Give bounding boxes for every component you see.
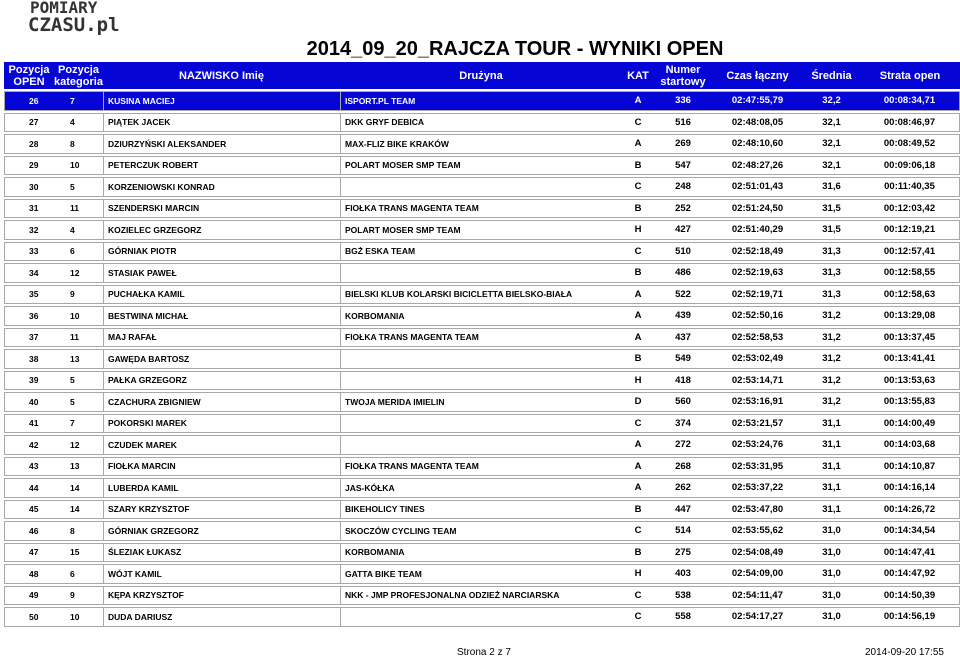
table-row [4, 371, 960, 391]
cell-team: BGŻ ESKA TEAM [340, 242, 622, 262]
col-header-number: Numer startowy [654, 62, 712, 89]
results-table [4, 60, 960, 629]
cell-start-number: 522 [654, 285, 712, 305]
cell-category: B [622, 263, 654, 283]
cell-team [340, 263, 622, 283]
cell-total-time: 02:48:10,60 [712, 134, 803, 154]
cell-category: B [622, 156, 654, 176]
cell-total-time: 02:54:17,27 [712, 607, 803, 627]
cell-position-open: 43 [4, 457, 54, 477]
col-header-team: Drużyna [340, 62, 622, 89]
cell-total-time: 02:51:40,29 [712, 220, 803, 240]
cell-name: GÓRNIAK PIOTR [103, 242, 340, 262]
cell-position-open: 40 [4, 392, 54, 412]
cell-average-speed: 32,2 [803, 91, 860, 111]
cell-position-open: 32 [4, 220, 54, 240]
cell-average-speed: 31,2 [803, 392, 860, 412]
cell-total-time: 02:53:14,71 [712, 371, 803, 391]
cell-start-number: 252 [654, 199, 712, 219]
cell-category: C [622, 607, 654, 627]
cell-time-loss: 00:14:26,72 [860, 500, 960, 520]
cell-position-category: 13 [54, 349, 103, 369]
cell-position-category: 14 [54, 478, 103, 498]
cell-average-speed: 31,1 [803, 435, 860, 455]
cell-name: PIĄTEK JACEK [103, 113, 340, 133]
table-row [4, 285, 960, 305]
table-row [4, 156, 960, 176]
table-row [4, 521, 960, 541]
cell-average-speed: 31,2 [803, 306, 860, 326]
cell-average-speed: 31,2 [803, 349, 860, 369]
cell-name: POKORSKI MAREK [103, 414, 340, 434]
cell-total-time: 02:53:31,95 [712, 457, 803, 477]
cell-name: MAJ RAFAŁ [103, 328, 340, 348]
cell-position-open: 38 [4, 349, 54, 369]
cell-name: GAWĘDA BARTOSZ [103, 349, 340, 369]
cell-start-number: 269 [654, 134, 712, 154]
cell-name: BESTWINA MICHAŁ [103, 306, 340, 326]
cell-start-number: 403 [654, 564, 712, 584]
cell-name: LUBERDA KAMIL [103, 478, 340, 498]
cell-position-category: 8 [54, 521, 103, 541]
cell-position-category: 5 [54, 392, 103, 412]
col-header-time: Czas łączny [712, 62, 803, 89]
table-row [4, 91, 960, 111]
cell-name: KOZIELEC GRZEGORZ [103, 220, 340, 240]
cell-name: WÓJT KAMIL [103, 564, 340, 584]
cell-total-time: 02:53:47,80 [712, 500, 803, 520]
cell-total-time: 02:52:19,63 [712, 263, 803, 283]
cell-start-number: 275 [654, 543, 712, 563]
cell-name: GÓRNIAK GRZEGORZ [103, 521, 340, 541]
cell-average-speed: 31,1 [803, 500, 860, 520]
cell-time-loss: 00:14:00,49 [860, 414, 960, 434]
cell-category: A [622, 91, 654, 111]
cell-position-category: 6 [54, 242, 103, 262]
cell-total-time: 02:52:50,16 [712, 306, 803, 326]
cell-position-open: 29 [4, 156, 54, 176]
cell-category: D [622, 392, 654, 412]
cell-team: FIOŁKA TRANS MAGENTA TEAM [340, 328, 622, 348]
cell-category: B [622, 199, 654, 219]
table-row [4, 500, 960, 520]
cell-position-open: 41 [4, 414, 54, 434]
cell-team [340, 435, 622, 455]
cell-position-category: 11 [54, 199, 103, 219]
table-row [4, 263, 960, 283]
table-row [4, 349, 960, 369]
col-header-kat: KAT [622, 62, 654, 89]
cell-name: SZARY KRZYSZTOF [103, 500, 340, 520]
col-header-name: NAZWISKO Imię [103, 62, 340, 89]
cell-position-category: 5 [54, 371, 103, 391]
cell-time-loss: 00:13:29,08 [860, 306, 960, 326]
cell-category: C [622, 586, 654, 606]
cell-time-loss: 00:13:53,63 [860, 371, 960, 391]
cell-name: KUSINA MACIEJ [103, 91, 340, 111]
cell-average-speed: 31,0 [803, 564, 860, 584]
cell-time-loss: 00:12:58,63 [860, 285, 960, 305]
cell-name: STASIAK PAWEŁ [103, 263, 340, 283]
cell-position-open: 28 [4, 134, 54, 154]
logo-line1: POMIARY [30, 0, 98, 17]
cell-time-loss: 00:09:06,18 [860, 156, 960, 176]
cell-average-speed: 32,1 [803, 156, 860, 176]
page-indicator: Strona 2 z 7 [457, 647, 511, 658]
cell-team: BIELSKI KLUB KOLARSKI BICICLETTA BIELSKO-BIAŁA [340, 285, 622, 305]
table-row [4, 113, 960, 133]
table-row [4, 220, 960, 240]
cell-average-speed: 31,3 [803, 242, 860, 262]
cell-category: C [622, 521, 654, 541]
cell-name: SZENDERSKI MARCIN [103, 199, 340, 219]
cell-total-time: 02:48:27,26 [712, 156, 803, 176]
cell-category: B [622, 500, 654, 520]
cell-category: B [622, 349, 654, 369]
cell-time-loss: 00:12:03,42 [860, 199, 960, 219]
cell-category: B [622, 543, 654, 563]
cell-team: DKK GRYF DEBICA [340, 113, 622, 133]
cell-position-category: 10 [54, 306, 103, 326]
cell-total-time: 02:52:18,49 [712, 242, 803, 262]
table-row [4, 543, 960, 563]
cell-average-speed: 31,2 [803, 328, 860, 348]
cell-average-speed: 31,1 [803, 414, 860, 434]
cell-total-time: 02:53:02,49 [712, 349, 803, 369]
cell-position-open: 30 [4, 177, 54, 197]
cell-category: C [622, 242, 654, 262]
cell-name: PETERCZUK ROBERT [103, 156, 340, 176]
cell-position-category: 10 [54, 156, 103, 176]
table-row [4, 134, 960, 154]
cell-name: KORZENIOWSKI KONRAD [103, 177, 340, 197]
cell-team: JAS-KÓŁKA [340, 478, 622, 498]
cell-average-speed: 31,3 [803, 285, 860, 305]
cell-start-number: 510 [654, 242, 712, 262]
cell-name: PAŁKA GRZEGORZ [103, 371, 340, 391]
col-header-open: Pozycja OPEN [4, 62, 54, 89]
cell-category: H [622, 220, 654, 240]
cell-time-loss: 00:08:46,97 [860, 113, 960, 133]
cell-start-number: 447 [654, 500, 712, 520]
cell-team [340, 177, 622, 197]
cell-time-loss: 00:12:58,55 [860, 263, 960, 283]
cell-position-open: 33 [4, 242, 54, 262]
cell-start-number: 516 [654, 113, 712, 133]
cell-average-speed: 31,0 [803, 543, 860, 563]
cell-position-category: 9 [54, 285, 103, 305]
cell-total-time: 02:48:08,05 [712, 113, 803, 133]
cell-name: DZIURZYŃSKI ALEKSANDER [103, 134, 340, 154]
cell-time-loss: 00:11:40,35 [860, 177, 960, 197]
table-row [4, 435, 960, 455]
cell-team: FIOŁKA TRANS MAGENTA TEAM [340, 457, 622, 477]
cell-total-time: 02:52:19,71 [712, 285, 803, 305]
cell-team: ISPORT.PL TEAM [340, 91, 622, 111]
cell-average-speed: 31,5 [803, 220, 860, 240]
cell-start-number: 547 [654, 156, 712, 176]
cell-time-loss: 00:12:57,41 [860, 242, 960, 262]
cell-time-loss: 00:08:34,71 [860, 91, 960, 111]
cell-average-speed: 31,0 [803, 586, 860, 606]
cell-category: A [622, 306, 654, 326]
cell-time-loss: 00:08:49,52 [860, 134, 960, 154]
cell-time-loss: 00:14:56,19 [860, 607, 960, 627]
cell-category: A [622, 134, 654, 154]
cell-average-speed: 31,1 [803, 478, 860, 498]
cell-time-loss: 00:14:47,41 [860, 543, 960, 563]
table-row [4, 199, 960, 219]
cell-start-number: 272 [654, 435, 712, 455]
cell-total-time: 02:53:21,57 [712, 414, 803, 434]
cell-time-loss: 00:14:47,92 [860, 564, 960, 584]
pomiary-czasu-logo [26, 0, 120, 36]
cell-position-open: 42 [4, 435, 54, 455]
cell-team: FIOŁKA TRANS MAGENTA TEAM [340, 199, 622, 219]
cell-time-loss: 00:14:50,39 [860, 586, 960, 606]
table-row [4, 457, 960, 477]
cell-start-number: 514 [654, 521, 712, 541]
cell-position-open: 27 [4, 113, 54, 133]
cell-total-time: 02:54:11,47 [712, 586, 803, 606]
cell-position-open: 48 [4, 564, 54, 584]
cell-average-speed: 31,1 [803, 457, 860, 477]
cell-total-time: 02:47:55,79 [712, 91, 803, 111]
cell-total-time: 02:53:24,76 [712, 435, 803, 455]
cell-position-open: 35 [4, 285, 54, 305]
cell-total-time: 02:53:37,22 [712, 478, 803, 498]
cell-time-loss: 00:14:16,14 [860, 478, 960, 498]
cell-position-category: 4 [54, 220, 103, 240]
logo-line2: CZASU.pl [28, 14, 120, 36]
cell-position-category: 15 [54, 543, 103, 563]
cell-category: H [622, 564, 654, 584]
cell-time-loss: 00:14:10,87 [860, 457, 960, 477]
cell-position-open: 45 [4, 500, 54, 520]
cell-name: KĘPA KRZYSZTOF [103, 586, 340, 606]
cell-position-category: 7 [54, 91, 103, 111]
cell-start-number: 336 [654, 91, 712, 111]
cell-total-time: 02:53:55,62 [712, 521, 803, 541]
page-title: 2014_09_20_RAJCZA TOUR - WYNIKI OPEN [306, 38, 724, 60]
cell-average-speed: 31,0 [803, 607, 860, 627]
cell-start-number: 437 [654, 328, 712, 348]
cell-team: TWOJA MERIDA IMIELIN [340, 392, 622, 412]
table-row [4, 328, 960, 348]
table-row [4, 607, 960, 627]
cell-position-open: 39 [4, 371, 54, 391]
cell-name: CZACHURA ZBIGNIEW [103, 392, 340, 412]
table-row [4, 586, 960, 606]
cell-team: MAX-FLIZ BIKE KRAKÓW [340, 134, 622, 154]
cell-average-speed: 32,1 [803, 113, 860, 133]
cell-team: NKK - JMP PROFESJONALNA ODZIEŻ NARCIARSKA [340, 586, 622, 606]
cell-start-number: 374 [654, 414, 712, 434]
cell-position-category: 13 [54, 457, 103, 477]
cell-team [340, 414, 622, 434]
cell-category: A [622, 328, 654, 348]
cell-average-speed: 32,1 [803, 134, 860, 154]
cell-category: A [622, 285, 654, 305]
cell-time-loss: 00:14:03,68 [860, 435, 960, 455]
cell-total-time: 02:54:09,00 [712, 564, 803, 584]
cell-team: BIKEHOLICY TINES [340, 500, 622, 520]
cell-category: C [622, 113, 654, 133]
cell-start-number: 248 [654, 177, 712, 197]
cell-team: GATTA BIKE TEAM [340, 564, 622, 584]
cell-team: POLART MOSER SMP TEAM [340, 156, 622, 176]
table-row [4, 564, 960, 584]
table-row [4, 414, 960, 434]
cell-position-open: 47 [4, 543, 54, 563]
cell-average-speed: 31,0 [803, 521, 860, 541]
cell-position-category: 12 [54, 263, 103, 283]
cell-position-open: 50 [4, 607, 54, 627]
cell-category: A [622, 435, 654, 455]
cell-position-open: 49 [4, 586, 54, 606]
cell-position-category: 12 [54, 435, 103, 455]
cell-name: PUCHAŁKA KAMIL [103, 285, 340, 305]
table-row [4, 177, 960, 197]
cell-team: SKOCZÓW CYCLING TEAM [340, 521, 622, 541]
cell-position-category: 6 [54, 564, 103, 584]
cell-average-speed: 31,3 [803, 263, 860, 283]
cell-position-category: 14 [54, 500, 103, 520]
header-row [4, 62, 960, 89]
cell-total-time: 02:53:16,91 [712, 392, 803, 412]
cell-time-loss: 00:13:41,41 [860, 349, 960, 369]
cell-position-open: 31 [4, 199, 54, 219]
cell-start-number: 262 [654, 478, 712, 498]
cell-average-speed: 31,5 [803, 199, 860, 219]
cell-position-category: 7 [54, 414, 103, 434]
cell-name: CZUDEK MAREK [103, 435, 340, 455]
cell-name: FIOŁKA MARCIN [103, 457, 340, 477]
cell-average-speed: 31,2 [803, 371, 860, 391]
cell-team: KORBOMANIA [340, 306, 622, 326]
cell-total-time: 02:51:01,43 [712, 177, 803, 197]
cell-time-loss: 00:12:19,21 [860, 220, 960, 240]
cell-start-number: 538 [654, 586, 712, 606]
cell-name: DUDA DARIUSZ [103, 607, 340, 627]
cell-position-open: 26 [4, 91, 54, 111]
cell-position-category: 5 [54, 177, 103, 197]
cell-position-category: 4 [54, 113, 103, 133]
cell-total-time: 02:51:24,50 [712, 199, 803, 219]
table-row [4, 242, 960, 262]
cell-start-number: 418 [654, 371, 712, 391]
cell-position-category: 9 [54, 586, 103, 606]
cell-category: C [622, 177, 654, 197]
cell-position-open: 36 [4, 306, 54, 326]
cell-name: ŚLEZIAK ŁUKASZ [103, 543, 340, 563]
cell-position-open: 37 [4, 328, 54, 348]
cell-team [340, 371, 622, 391]
cell-category: A [622, 457, 654, 477]
cell-position-open: 44 [4, 478, 54, 498]
cell-start-number: 549 [654, 349, 712, 369]
cell-start-number: 558 [654, 607, 712, 627]
cell-team [340, 607, 622, 627]
cell-time-loss: 00:14:34,54 [860, 521, 960, 541]
cell-position-category: 8 [54, 134, 103, 154]
cell-position-open: 34 [4, 263, 54, 283]
cell-team [340, 349, 622, 369]
cell-total-time: 02:54:08,49 [712, 543, 803, 563]
cell-category: C [622, 414, 654, 434]
table-row [4, 306, 960, 326]
cell-category: A [622, 478, 654, 498]
col-header-kategoria: Pozycja kategoria [54, 63, 103, 88]
cell-start-number: 427 [654, 220, 712, 240]
cell-category: H [622, 371, 654, 391]
cell-position-open: 46 [4, 521, 54, 541]
table-row [4, 392, 960, 412]
print-date: 2014-09-20 17:55 [865, 647, 944, 658]
cell-team: KORBOMANIA [340, 543, 622, 563]
cell-time-loss: 00:13:37,45 [860, 328, 960, 348]
cell-start-number: 439 [654, 306, 712, 326]
table-row [4, 478, 960, 498]
cell-position-category: 11 [54, 328, 103, 348]
cell-position-category: 10 [54, 607, 103, 627]
cell-average-speed: 31,6 [803, 177, 860, 197]
cell-time-loss: 00:13:55,83 [860, 392, 960, 412]
cell-start-number: 486 [654, 263, 712, 283]
cell-start-number: 560 [654, 392, 712, 412]
cell-start-number: 268 [654, 457, 712, 477]
cell-team: POLART MOSER SMP TEAM [340, 220, 622, 240]
cell-total-time: 02:52:58,53 [712, 328, 803, 348]
col-header-loss: Strata open [860, 62, 960, 89]
col-header-average: Średnia [803, 62, 860, 89]
